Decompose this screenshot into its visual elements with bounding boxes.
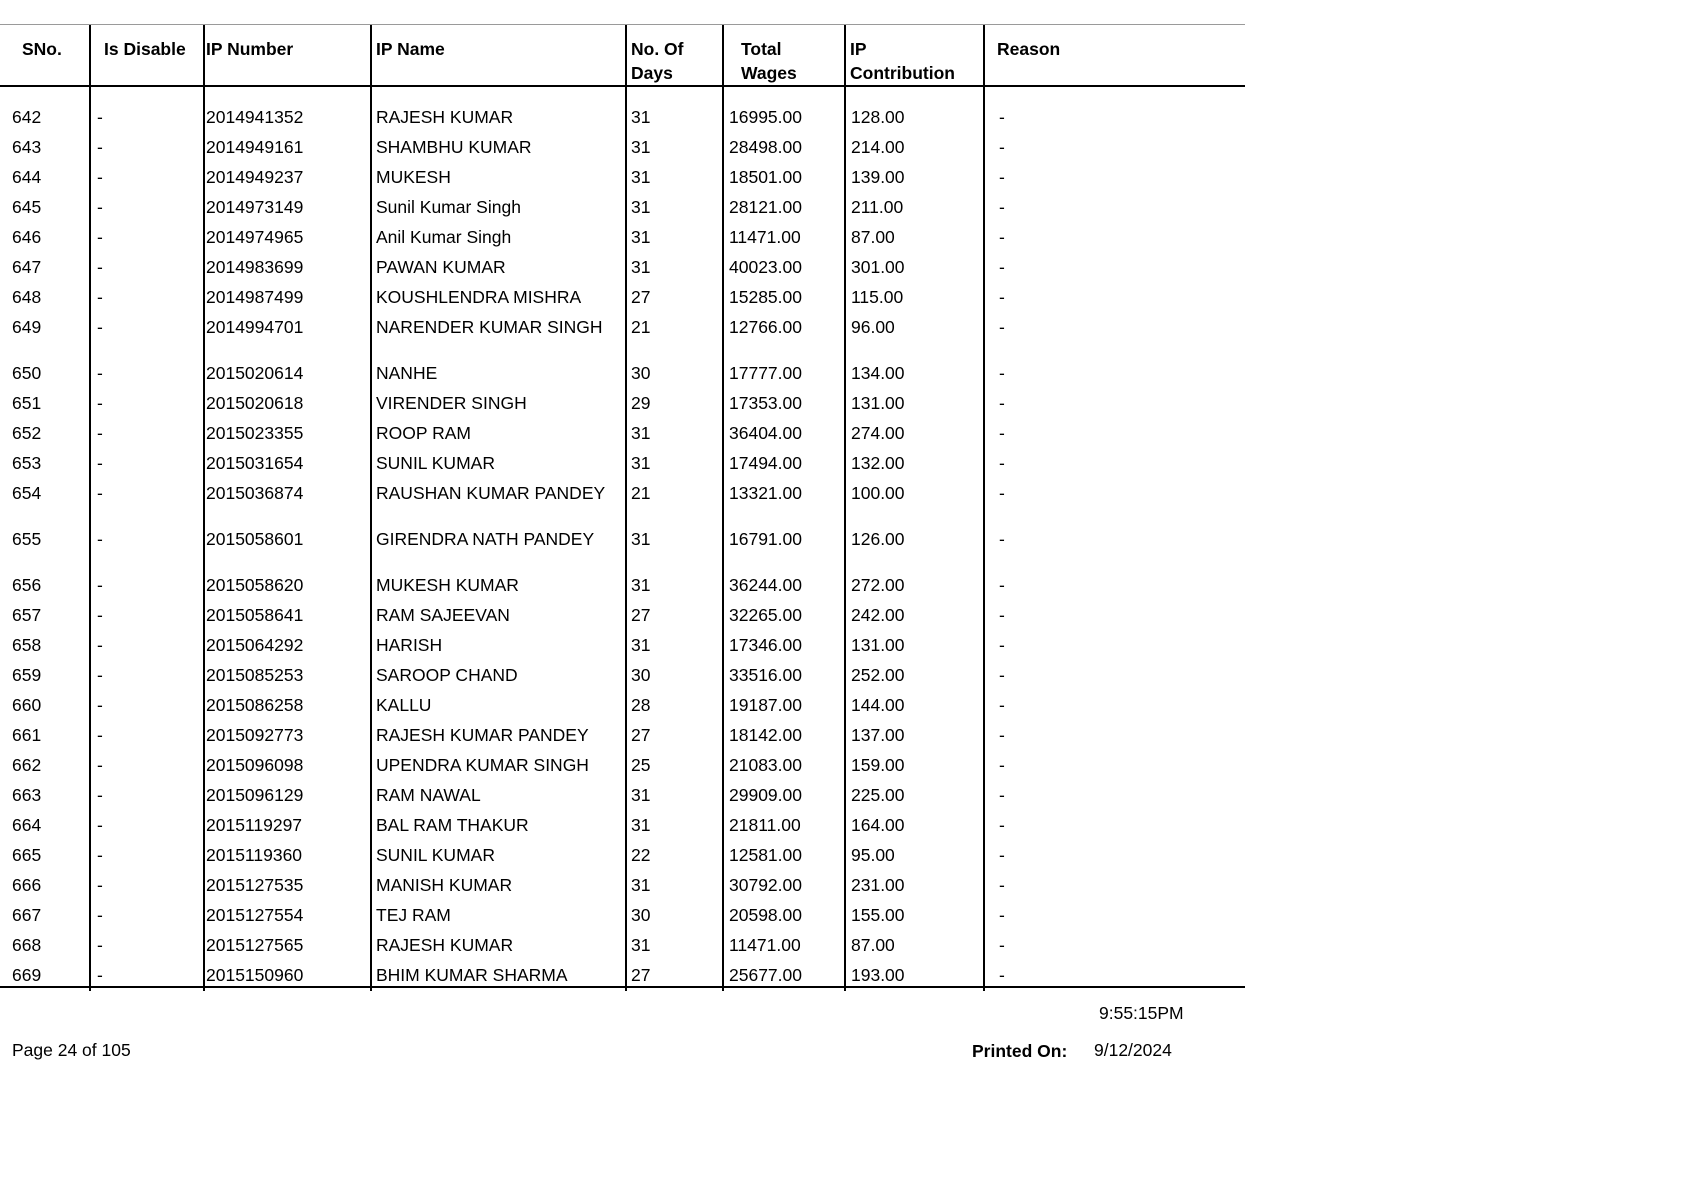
cell-is-disable: -: [97, 197, 103, 217]
table-row: [0, 724, 1245, 754]
cell-reason: -: [999, 423, 1005, 443]
header-ip-number: IP Number: [206, 39, 294, 59]
cell-sno: 658: [12, 635, 42, 655]
cell-days: 25: [631, 755, 651, 775]
cell-sno: 651: [12, 393, 42, 413]
cell-ip-number: 2015119297: [206, 815, 303, 835]
cell-reason: -: [999, 483, 1005, 503]
cell-reason: -: [999, 935, 1005, 955]
cell-reason: -: [999, 635, 1005, 655]
cell-ip-contribution: 115.00: [851, 287, 904, 307]
cell-days: 31: [631, 227, 651, 247]
cell-ip-name: NARENDER KUMAR SINGH: [376, 317, 603, 337]
cell-is-disable: -: [97, 695, 103, 715]
cell-reason: -: [999, 965, 1005, 985]
cell-ip-number: 2014983699: [206, 257, 304, 277]
cell-ip-number: 2014941352: [206, 107, 304, 127]
header-days: No. Of Days: [631, 39, 684, 83]
cell-sno: 667: [12, 905, 42, 925]
page-number: Page 24 of 105: [12, 1040, 131, 1060]
cell-ip-contribution: 211.00: [851, 197, 904, 217]
cell-ip-number: 2015127565: [206, 935, 304, 955]
cell-total-wages: 18142.00: [729, 725, 802, 745]
cell-total-wages: 21083.00: [729, 755, 802, 775]
cell-sno: 665: [12, 845, 42, 865]
cell-ip-number: 2015096098: [206, 755, 304, 775]
cell-total-wages: 16995.00: [729, 107, 802, 127]
cell-ip-name: SHAMBHU KUMAR: [376, 137, 532, 157]
header-wages: Total Wages: [741, 39, 797, 83]
cell-reason: -: [999, 575, 1005, 595]
cell-days: 31: [631, 137, 651, 157]
cell-days: 31: [631, 423, 651, 443]
cell-days: 31: [631, 875, 651, 895]
printed-on-label: Printed On:: [972, 1041, 1068, 1061]
cell-is-disable: -: [97, 227, 103, 247]
cell-ip-contribution: 134.00: [851, 363, 905, 383]
cell-reason: -: [999, 529, 1005, 549]
printed-on-date: 9/12/2024: [1094, 1040, 1172, 1060]
cell-ip-contribution: 272.00: [851, 575, 905, 595]
cell-days: 27: [631, 605, 651, 625]
cell-reason: -: [999, 257, 1005, 277]
cell-ip-name: MANISH KUMAR: [376, 875, 513, 895]
cell-reason: -: [999, 393, 1005, 413]
table-row: [0, 166, 1245, 196]
cell-sno: 653: [12, 453, 42, 473]
cell-total-wages: 36244.00: [729, 575, 802, 595]
cell-is-disable: -: [97, 363, 103, 383]
cell-is-disable: -: [97, 965, 103, 985]
cell-reason: -: [999, 905, 1005, 925]
header-contribution: IP Contribution: [850, 39, 955, 83]
cell-sno: 652: [12, 423, 42, 443]
cell-is-disable: -: [97, 453, 103, 473]
cell-ip-name: VIRENDER SINGH: [376, 393, 527, 413]
header-reason: Reason: [997, 39, 1061, 59]
cell-days: 21: [631, 317, 651, 337]
cell-ip-contribution: 252.00: [851, 665, 905, 685]
table-row: [0, 784, 1245, 814]
cell-reason: -: [999, 107, 1005, 127]
cell-ip-number: 2015058641: [206, 605, 304, 625]
cell-is-disable: -: [97, 725, 103, 745]
cell-ip-contribution: 131.00: [851, 635, 905, 655]
cell-total-wages: 29909.00: [729, 785, 802, 805]
cell-is-disable: -: [97, 137, 103, 157]
cell-total-wages: 25677.00: [729, 965, 802, 985]
cell-is-disable: -: [97, 529, 103, 549]
table-row: [0, 136, 1245, 166]
cell-reason: -: [999, 137, 1005, 157]
cell-ip-contribution: 214.00: [851, 137, 905, 157]
cell-ip-number: 2015092773: [206, 725, 304, 745]
cell-ip-name: RAJESH KUMAR PANDEY: [376, 725, 589, 745]
cell-sno: 642: [12, 107, 42, 127]
table-row: [0, 196, 1245, 226]
cell-ip-name: GIRENDRA NATH PANDEY: [376, 529, 595, 549]
table-row: [0, 844, 1245, 874]
cell-reason: -: [999, 605, 1005, 625]
table-row: [0, 226, 1245, 256]
cell-reason: -: [999, 755, 1005, 775]
cell-ip-contribution: 231.00: [851, 875, 905, 895]
cell-ip-name: RAJESH KUMAR: [376, 935, 514, 955]
cell-ip-number: 2014949237: [206, 167, 304, 187]
cell-total-wages: 12581.00: [729, 845, 802, 865]
cell-ip-number: 2014987499: [206, 287, 304, 307]
cell-sno: 654: [12, 483, 42, 503]
table-row: [0, 874, 1245, 904]
cell-ip-number: 2014973149: [206, 197, 304, 217]
cell-ip-contribution: 126.00: [851, 529, 905, 549]
cell-reason: -: [999, 785, 1005, 805]
cell-sno: 656: [12, 575, 42, 595]
cell-total-wages: 36404.00: [729, 423, 802, 443]
cell-reason: -: [999, 665, 1005, 685]
table-row: [0, 694, 1245, 724]
cell-total-wages: 30792.00: [729, 875, 802, 895]
cell-reason: -: [999, 317, 1005, 337]
cell-sno: 645: [12, 197, 42, 217]
header-sno: SNo.: [22, 39, 62, 59]
cell-sno: 664: [12, 815, 42, 835]
cell-ip-contribution: 193.00: [851, 965, 905, 985]
table-row: [0, 604, 1245, 634]
cell-days: 31: [631, 257, 651, 277]
cell-total-wages: 28498.00: [729, 137, 802, 157]
cell-days: 31: [631, 197, 651, 217]
cell-ip-number: 2015023355: [206, 423, 304, 443]
cell-ip-contribution: 274.00: [851, 423, 905, 443]
table-bottom-rule: [0, 986, 1245, 988]
cell-is-disable: -: [97, 785, 103, 805]
cell-is-disable: -: [97, 287, 103, 307]
cell-days: 30: [631, 363, 651, 383]
cell-ip-name: KALLU: [376, 695, 432, 715]
cell-ip-number: 2015127535: [206, 875, 304, 895]
cell-total-wages: 12766.00: [729, 317, 802, 337]
cell-days: 27: [631, 725, 651, 745]
cell-days: 27: [631, 287, 651, 307]
cell-sno: 655: [12, 529, 42, 549]
cell-ip-name: HARISH: [376, 635, 443, 655]
cell-is-disable: -: [97, 575, 103, 595]
header-ip-name: IP Name: [376, 39, 445, 59]
cell-total-wages: 13321.00: [729, 483, 802, 503]
cell-days: 29: [631, 393, 651, 413]
cell-ip-contribution: 96.00: [851, 317, 895, 337]
table-row: [0, 934, 1245, 964]
cell-days: 21: [631, 483, 651, 503]
cell-sno: 669: [12, 965, 42, 985]
table-header: [0, 0, 1682, 90]
cell-total-wages: 21811.00: [729, 815, 801, 835]
table-row: [0, 362, 1245, 392]
cell-days: 30: [631, 665, 651, 685]
cell-total-wages: 15285.00: [729, 287, 802, 307]
cell-reason: -: [999, 287, 1005, 307]
cell-ip-number: 2015150960: [206, 965, 304, 985]
cell-ip-number: 2015020618: [206, 393, 304, 413]
cell-is-disable: -: [97, 875, 103, 895]
cell-sno: 646: [12, 227, 42, 247]
cell-days: 31: [631, 575, 651, 595]
cell-ip-number: 2015020614: [206, 363, 304, 383]
cell-total-wages: 28121.00: [729, 197, 802, 217]
cell-ip-contribution: 95.00: [851, 845, 895, 865]
cell-sno: 660: [12, 695, 42, 715]
cell-is-disable: -: [97, 393, 103, 413]
table-row: [0, 528, 1245, 558]
cell-ip-number: 2015036874: [206, 483, 304, 503]
cell-ip-number: 2015119360: [206, 845, 303, 865]
cell-is-disable: -: [97, 665, 103, 685]
cell-days: 31: [631, 453, 651, 473]
cell-total-wages: 17346.00: [729, 635, 802, 655]
table-row: [0, 106, 1245, 136]
cell-reason: -: [999, 197, 1005, 217]
cell-days: 28: [631, 695, 651, 715]
cell-sno: 668: [12, 935, 42, 955]
table-row: [0, 422, 1245, 452]
table-row: [0, 256, 1245, 286]
cell-total-wages: 32265.00: [729, 605, 802, 625]
cell-ip-contribution: 159.00: [851, 755, 905, 775]
cell-sno: 662: [12, 755, 42, 775]
cell-ip-name: MUKESH: [376, 167, 451, 187]
cell-reason: -: [999, 453, 1005, 473]
cell-total-wages: 16791.00: [729, 529, 802, 549]
cell-days: 27: [631, 965, 651, 985]
cell-ip-name: NANHE: [376, 363, 438, 383]
cell-reason: -: [999, 363, 1005, 383]
cell-is-disable: -: [97, 257, 103, 277]
cell-reason: -: [999, 875, 1005, 895]
cell-ip-contribution: 132.00: [851, 453, 905, 473]
cell-days: 31: [631, 815, 651, 835]
cell-reason: -: [999, 227, 1005, 247]
cell-sno: 647: [12, 257, 42, 277]
cell-ip-name: RAJESH KUMAR: [376, 107, 514, 127]
cell-ip-contribution: 137.00: [851, 725, 905, 745]
cell-days: 31: [631, 935, 651, 955]
cell-total-wages: 11471.00: [729, 935, 801, 955]
header-divider: [0, 85, 1245, 87]
cell-is-disable: -: [97, 167, 103, 187]
cell-ip-contribution: 301.00: [851, 257, 905, 277]
cell-is-disable: -: [97, 635, 103, 655]
cell-days: 31: [631, 107, 651, 127]
cell-reason: -: [999, 725, 1005, 745]
cell-ip-contribution: 100.00: [851, 483, 905, 503]
cell-total-wages: 40023.00: [729, 257, 802, 277]
cell-sno: 644: [12, 167, 42, 187]
cell-sno: 663: [12, 785, 42, 805]
cell-days: 22: [631, 845, 651, 865]
table-row: [0, 754, 1245, 784]
cell-ip-name: SAROOP CHAND: [376, 665, 518, 685]
table-row: [0, 904, 1245, 934]
cell-total-wages: 17353.00: [729, 393, 802, 413]
cell-is-disable: -: [97, 815, 103, 835]
cell-ip-contribution: 225.00: [851, 785, 905, 805]
cell-ip-name: RAUSHAN KUMAR PANDEY: [376, 483, 606, 503]
cell-ip-name: BAL RAM THAKUR: [376, 815, 529, 835]
cell-sno: 666: [12, 875, 42, 895]
cell-sno: 657: [12, 605, 42, 625]
cell-ip-name: SUNIL KUMAR: [376, 845, 495, 865]
cell-total-wages: 19187.00: [729, 695, 802, 715]
cell-is-disable: -: [97, 317, 103, 337]
header-is-disable: Is Disable: [104, 39, 186, 59]
cell-days: 31: [631, 529, 651, 549]
cell-ip-number: 2014974965: [206, 227, 304, 247]
cell-ip-number: 2014994701: [206, 317, 304, 337]
cell-reason: -: [999, 695, 1005, 715]
cell-ip-name: PAWAN KUMAR: [376, 257, 506, 277]
table-row: [0, 574, 1245, 604]
table-row: [0, 482, 1245, 512]
print-time: 9:55:15PM: [1099, 1003, 1184, 1023]
cell-total-wages: 18501.00: [729, 167, 802, 187]
table-row: [0, 634, 1245, 664]
cell-total-wages: 20598.00: [729, 905, 802, 925]
cell-ip-contribution: 131.00: [851, 393, 905, 413]
cell-ip-contribution: 128.00: [851, 107, 905, 127]
cell-is-disable: -: [97, 935, 103, 955]
cell-sno: 650: [12, 363, 42, 383]
cell-sno: 643: [12, 137, 42, 157]
cell-ip-name: BHIM KUMAR SHARMA: [376, 965, 568, 985]
cell-days: 31: [631, 785, 651, 805]
cell-ip-contribution: 242.00: [851, 605, 905, 625]
cell-ip-contribution: 87.00: [851, 935, 895, 955]
cell-total-wages: 11471.00: [729, 227, 801, 247]
cell-sno: 659: [12, 665, 42, 685]
cell-ip-number: 2014949161: [206, 137, 304, 157]
table-row: [0, 286, 1245, 316]
cell-days: 31: [631, 167, 651, 187]
cell-reason: -: [999, 845, 1005, 865]
cell-sno: 648: [12, 287, 42, 307]
cell-ip-name: Sunil Kumar Singh: [376, 197, 521, 217]
table-row: [0, 392, 1245, 422]
cell-is-disable: -: [97, 845, 103, 865]
cell-is-disable: -: [97, 905, 103, 925]
cell-is-disable: -: [97, 483, 103, 503]
cell-ip-number: 2015064292: [206, 635, 304, 655]
cell-days: 31: [631, 635, 651, 655]
cell-reason: -: [999, 167, 1005, 187]
cell-ip-name: RAM NAWAL: [376, 785, 481, 805]
cell-reason: -: [999, 815, 1005, 835]
table-row: [0, 316, 1245, 346]
table-row: [0, 814, 1245, 844]
table-row: [0, 964, 1245, 994]
cell-total-wages: 17777.00: [729, 363, 802, 383]
cell-ip-name: UPENDRA KUMAR SINGH: [376, 755, 589, 775]
cell-days: 30: [631, 905, 651, 925]
cell-is-disable: -: [97, 755, 103, 775]
cell-ip-name: KOUSHLENDRA MISHRA: [376, 287, 582, 307]
cell-ip-name: RAM SAJEEVAN: [376, 605, 510, 625]
cell-ip-contribution: 144.00: [851, 695, 905, 715]
cell-total-wages: 33516.00: [729, 665, 802, 685]
cell-ip-number: 2015086258: [206, 695, 304, 715]
cell-ip-number: 2015058620: [206, 575, 304, 595]
cell-ip-number: 2015031654: [206, 453, 304, 473]
cell-sno: 649: [12, 317, 42, 337]
cell-ip-contribution: 155.00: [851, 905, 905, 925]
table-row: [0, 452, 1245, 482]
cell-total-wages: 17494.00: [729, 453, 802, 473]
cell-ip-name: SUNIL KUMAR: [376, 453, 495, 473]
cell-is-disable: -: [97, 107, 103, 127]
cell-ip-contribution: 87.00: [851, 227, 895, 247]
cell-ip-name: ROOP RAM: [376, 423, 471, 443]
cell-ip-number: 2015085253: [206, 665, 304, 685]
cell-is-disable: -: [97, 605, 103, 625]
cell-ip-name: TEJ RAM: [376, 905, 451, 925]
cell-ip-contribution: 139.00: [851, 167, 905, 187]
table-row: [0, 664, 1245, 694]
cell-sno: 661: [12, 725, 42, 745]
cell-ip-name: MUKESH KUMAR: [376, 575, 519, 595]
cell-ip-number: 2015127554: [206, 905, 304, 925]
cell-ip-contribution: 164.00: [851, 815, 905, 835]
cell-ip-number: 2015096129: [206, 785, 304, 805]
cell-ip-name: Anil Kumar Singh: [376, 227, 512, 247]
cell-ip-number: 2015058601: [206, 529, 304, 549]
cell-is-disable: -: [97, 423, 103, 443]
